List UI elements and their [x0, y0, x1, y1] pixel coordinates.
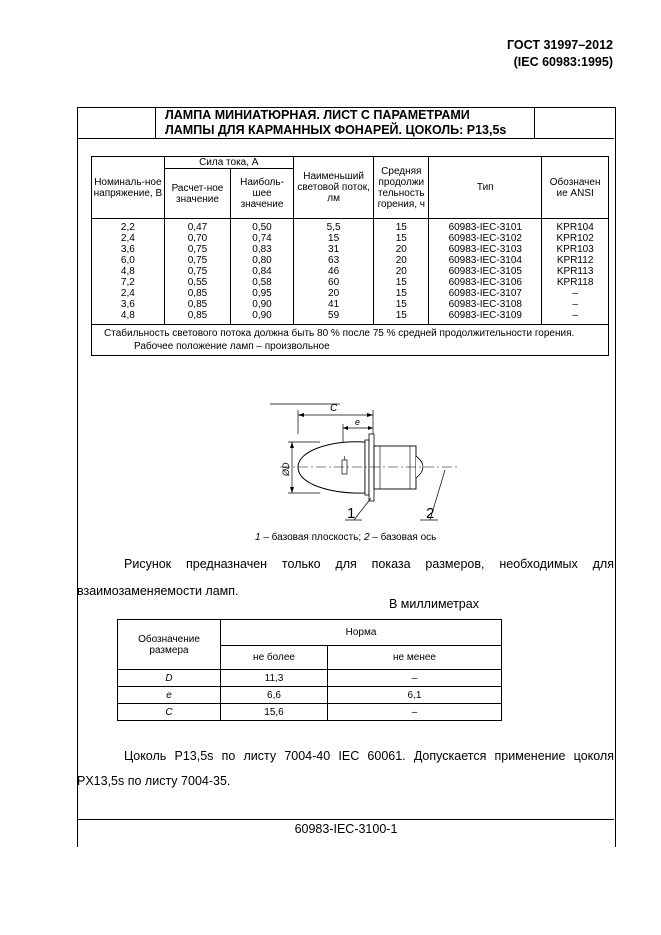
- table-cell: 60983-IEC-3108: [429, 299, 542, 310]
- table-cell: KPR104: [542, 219, 609, 234]
- table-cell: 0,85: [164, 299, 230, 310]
- sheet-number: 60983-IEC-3100-1: [294, 822, 398, 836]
- header-current-rated: Расчет-ное значение: [164, 169, 230, 219]
- flange: [369, 434, 374, 501]
- table-cell: KPR103: [542, 244, 609, 255]
- table-cell: 0,74: [231, 233, 294, 244]
- iec-number: (IEC 60983:1995): [513, 55, 613, 69]
- table-cell: 11,3: [221, 670, 328, 687]
- table-cell: 2,2: [92, 219, 165, 234]
- table-cell: 0,84: [231, 266, 294, 277]
- caption-n2: 2 –: [363, 532, 378, 543]
- lamp-dimension-drawing: [270, 396, 460, 531]
- table-cell: 2,4: [92, 288, 165, 299]
- table-cell: –: [542, 310, 609, 325]
- header-current-max: Наиболь-шее значение: [231, 169, 294, 219]
- table-cell: 59: [293, 310, 374, 325]
- footer-divider: [78, 819, 614, 820]
- table-row: [92, 255, 609, 266]
- table-cell: 46: [293, 266, 374, 277]
- table-cell: –: [542, 288, 609, 299]
- table-cell: 15: [374, 288, 429, 299]
- table-cell: 0,95: [231, 288, 294, 299]
- paragraph-1-text: Рисунок предназначен только для показа размеров, необходимых для взаимозаменяемости ламп.: [77, 557, 614, 598]
- header-max: не более: [221, 646, 328, 670]
- table-cell: 0,83: [231, 244, 294, 255]
- table-row: [92, 288, 609, 299]
- table-cell: 60983-IEC-3104: [429, 255, 542, 266]
- table-cell: 6,0: [92, 255, 165, 266]
- table-row: [118, 687, 502, 704]
- note-position: Рабочее положение ламп – произвольное: [134, 341, 330, 352]
- table-cell: 20: [293, 288, 374, 299]
- base-paragraph: [77, 744, 614, 794]
- table-cell: KPR102: [542, 233, 609, 244]
- table-cell: –: [328, 704, 502, 721]
- table-row: [92, 299, 609, 310]
- table-cell: 20: [374, 255, 429, 266]
- table-row: [118, 670, 502, 687]
- table-cell: 31: [293, 244, 374, 255]
- table-cell: D: [118, 670, 221, 687]
- label-e: e: [355, 417, 361, 427]
- label-2: 2: [426, 505, 435, 522]
- table-row: [92, 219, 609, 234]
- table-row: [92, 244, 609, 255]
- table-cell: 60983-IEC-3105: [429, 266, 542, 277]
- header-flux: Наименьший световой поток, лм: [293, 157, 374, 219]
- table-row: [92, 277, 609, 288]
- title-right-divider: [534, 107, 535, 139]
- table-cell: 60983-IEC-3102: [429, 233, 542, 244]
- header-min: не менее: [328, 646, 502, 670]
- header-designation: Обозначение размера: [118, 620, 221, 670]
- table-notes: [92, 325, 609, 356]
- header-type: Тип: [429, 157, 542, 219]
- table-cell: 0,50: [231, 219, 294, 234]
- header-ansi: Обозначен ие ANSI: [542, 157, 609, 219]
- table-cell: 3,6: [92, 244, 165, 255]
- table-cell: 0,90: [231, 299, 294, 310]
- table-cell: 0,80: [231, 255, 294, 266]
- table-cell: 63: [293, 255, 374, 266]
- table-cell: 60983-IEC-3103: [429, 244, 542, 255]
- table-cell: 6,1: [328, 687, 502, 704]
- title-line-1: ЛАМПА МИНИАТЮРНАЯ. ЛИСТ С ПАРАМЕТРАМИ: [165, 108, 470, 122]
- sheet-title: [165, 108, 530, 138]
- table-cell: 7,2: [92, 277, 165, 288]
- table-cell: C: [118, 704, 221, 721]
- title-line-2: ЛАМПЫ ДЛЯ КАРМАННЫХ ФОНАРЕЙ. ЦОКОЛЬ: P13,5s: [165, 123, 507, 137]
- table-cell: 20: [374, 266, 429, 277]
- bulb-glass: [298, 442, 365, 493]
- table-cell: 0,85: [164, 288, 230, 299]
- table-cell: 3,6: [92, 299, 165, 310]
- table-cell: 41: [293, 299, 374, 310]
- table-cell: 60983-IEC-3107: [429, 288, 542, 299]
- units-label: В миллиметрах: [389, 597, 479, 611]
- table-cell: 0,75: [164, 244, 230, 255]
- table-cell: 60983-IEC-3109: [429, 310, 542, 325]
- parameters-table: [91, 156, 609, 356]
- table-cell: 20: [374, 244, 429, 255]
- dimensions-table: [117, 619, 502, 721]
- table-cell: 0,47: [164, 219, 230, 234]
- label-c: C: [330, 403, 338, 414]
- table-cell: 6,6: [221, 687, 328, 704]
- standard-header: [507, 37, 613, 71]
- header-voltage: Номиналь-ное напряжение, В: [92, 157, 165, 219]
- header-current-group: Сила тока, А: [164, 157, 293, 169]
- caption-t2: базовая ось: [377, 532, 437, 543]
- table-cell: 4,8: [92, 310, 165, 325]
- table-row: [118, 704, 502, 721]
- label-1: 1: [347, 505, 356, 522]
- table-cell: e: [118, 687, 221, 704]
- table-row: [92, 310, 609, 325]
- table-cell: 2,4: [92, 233, 165, 244]
- table-cell: 4,8: [92, 266, 165, 277]
- caption-n1: 1 –: [255, 532, 269, 543]
- table-cell: 0,70: [164, 233, 230, 244]
- table-cell: 60: [293, 277, 374, 288]
- table-cell: 15: [374, 233, 429, 244]
- title-left-divider: [155, 107, 156, 139]
- note-stability: Стабильность светового потока должна быть 80 % после 75 % средней продолжительности горения.: [104, 328, 575, 339]
- header-life: Средняя продолжи тельность горения, ч: [374, 157, 429, 219]
- table-cell: 15: [374, 219, 429, 234]
- table-cell: 0,85: [164, 310, 230, 325]
- table-cell: –: [542, 299, 609, 310]
- standard-number: ГОСТ 31997–2012: [507, 38, 613, 52]
- table-cell: 15: [374, 299, 429, 310]
- table-cell: 0,55: [164, 277, 230, 288]
- table-cell: KPR112: [542, 255, 609, 266]
- table-cell: 0,90: [231, 310, 294, 325]
- table-row: [92, 233, 609, 244]
- table-cell: 15: [293, 233, 374, 244]
- table-cell: 15,6: [221, 704, 328, 721]
- table-cell: 15: [374, 310, 429, 325]
- table-cell: 60983-IEC-3106: [429, 277, 542, 288]
- label-d: ØD: [281, 462, 291, 476]
- table-row: [92, 266, 609, 277]
- caption-t1: базовая плоскость;: [268, 532, 364, 543]
- table-cell: 0,75: [164, 266, 230, 277]
- header-norm: Норма: [221, 620, 502, 646]
- figure-caption: [255, 532, 436, 543]
- table-cell: KPR113: [542, 266, 609, 277]
- table-cell: 5,5: [293, 219, 374, 234]
- table-cell: –: [328, 670, 502, 687]
- table-cell: 15: [374, 277, 429, 288]
- table-cell: 0,58: [231, 277, 294, 288]
- table-cell: 60983-IEC-3101: [429, 219, 542, 234]
- table-cell: KPR118: [542, 277, 609, 288]
- table-cell: 0,75: [164, 255, 230, 266]
- figure-note-paragraph: [77, 551, 614, 605]
- paragraph-2-text: Цоколь P13,5s по листу 7004-40 IEC 60061. Допускается применение цоколя PX13,5s по листу 7004-35.: [77, 749, 614, 788]
